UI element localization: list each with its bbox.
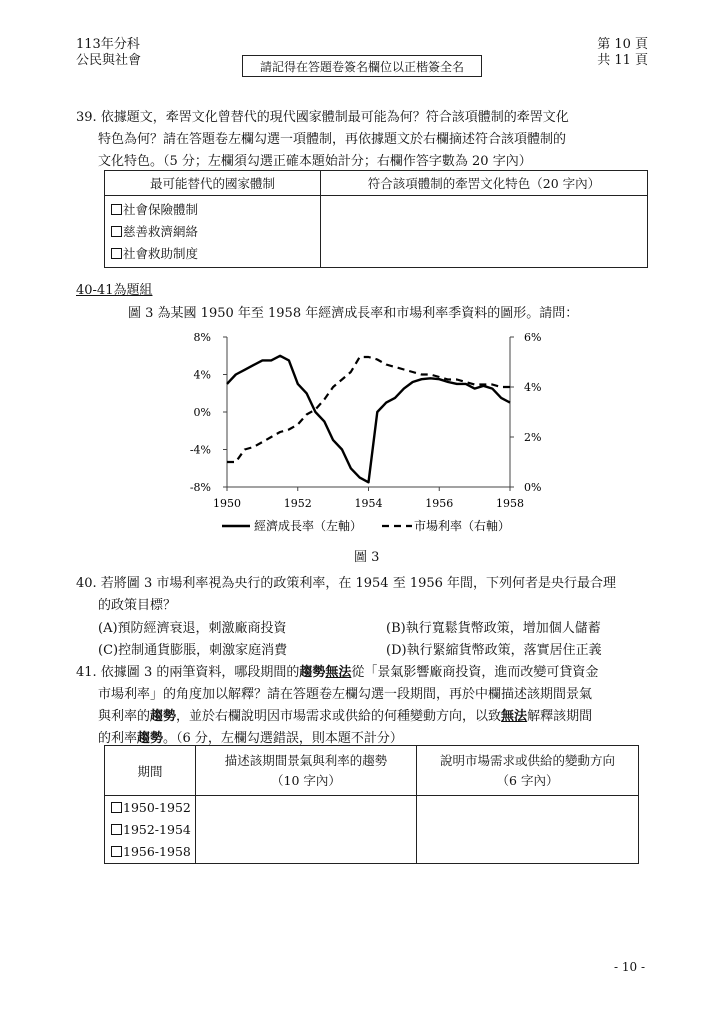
q39-option-3[interactable]: 社會救助制度 <box>105 243 320 265</box>
right-axis-tick-label: 4% <box>524 381 542 394</box>
q39-line1: 39. 依據題文，牽罟文化曾替代的現代國家體制最可能為何？符合該項體制的牽罟文化 <box>76 110 569 125</box>
q41-direction-answer-area[interactable] <box>417 796 639 864</box>
x-axis-tick-label: 1954 <box>354 497 383 510</box>
left-axis-tick-label: -8% <box>189 481 211 494</box>
x-axis-tick-label: 1958 <box>496 497 524 510</box>
q39-option-2[interactable]: 慈善救濟網絡 <box>105 221 320 243</box>
left-axis-tick-label: 8% <box>193 331 211 344</box>
q41-option-3[interactable]: 1956-1958 <box>105 841 195 863</box>
checkbox-icon <box>111 802 122 813</box>
legend-label-interest-rate: 市場利率（右軸） <box>414 519 511 533</box>
q41-col1-header: 期間 <box>105 746 196 796</box>
q39-col2-header: 符合該項體制的牽罟文化特色（20 字內） <box>321 171 648 196</box>
q41-line2: 市場利率」的角度加以解釋？請在答題卷左欄勾選一段期間，再於中欄描述該期間景氣 <box>98 687 593 702</box>
x-axis-tick-label: 1952 <box>283 497 312 510</box>
q40-option-b[interactable]: (B)執行寬鬆貨幣政策，增加個人儲蓄 <box>386 621 601 636</box>
page-current: 第 10 頁 <box>597 37 648 52</box>
q41-line4: 的利率趨勢。（6 分，左欄勾選錯誤，則本題不計分） <box>98 731 403 746</box>
checkbox-icon <box>111 846 122 857</box>
figure-caption: 圖 3 <box>354 550 380 565</box>
left-axis-tick-label: -4% <box>189 443 211 457</box>
q40-line1: 40. 若將圖 3 市場利率視為央行的政策利率，在 1954 至 1956 年間，下列何者是央行最合理 <box>76 576 617 591</box>
q41-answer-table <box>104 745 639 864</box>
subject-name: 公民與社會 <box>76 53 142 68</box>
q41-line1: 41. 依據圖 3 的兩筆資料，哪段期間的趨勢無法從「景氣影響廠商投資，進而改變可貸資金 <box>76 665 599 680</box>
left-axis-tick-label: 4% <box>193 368 211 382</box>
q39-line2: 特色為何？請在答題卷左欄勾選一項體制，再依據題文於右欄摘述符合該項體制的 <box>98 132 567 147</box>
q41-option-1[interactable]: 1950-1952 <box>105 797 195 819</box>
q40-option-a[interactable]: (A)預防經濟衰退，刺激廠商投資 <box>98 621 287 636</box>
signature-banner: 請記得在答題卷簽名欄位以正楷簽全名 <box>242 55 482 77</box>
q40-line2: 的政策目標？ <box>98 598 177 613</box>
q39-line3: 文化特色。（5 分；左欄須勾選正確本題始計分；右欄作答字數為 20 字內） <box>98 154 532 169</box>
question-group-label: 40-41為題組 <box>76 283 153 298</box>
q39-option-1[interactable]: 社會保險體制 <box>105 199 320 221</box>
q41-col2-header: 描述該期間景氣與利率的趨勢 （10 字內） <box>196 746 417 796</box>
q41-option-2[interactable]: 1952-1954 <box>105 819 195 841</box>
page-total: 共 11 頁 <box>597 53 648 68</box>
q41-trend-answer-area[interactable] <box>196 796 417 864</box>
x-axis-tick-label: 1956 <box>425 497 454 510</box>
chart-intro: 圖 3 為某國 1950 年至 1958 年經濟成長率和市場利率季資料的圖形。請問： <box>128 306 579 321</box>
right-axis-tick-label: 2% <box>524 431 542 444</box>
q41-line3: 與利率的趨勢，並於右欄說明因市場需求或供給的何種變動方向，以致無法解釋該期間 <box>98 709 593 724</box>
left-axis-tick-label: 0% <box>193 406 211 419</box>
q40-option-c[interactable]: (C)控制通貨膨脹，刺激家庭消費 <box>98 643 288 658</box>
page-footer: - 10 - <box>614 960 646 974</box>
q39-col1-header: 最可能替代的國家體制 <box>105 171 321 196</box>
series-line-growth-rate <box>227 356 510 483</box>
right-axis-tick-label: 0% <box>524 481 542 494</box>
right-axis-tick-label: 6% <box>524 331 542 344</box>
exam-year: 113年分科 <box>76 37 140 52</box>
x-axis-tick-label: 1950 <box>213 497 241 510</box>
checkbox-icon <box>111 824 122 835</box>
legend-label-growth-rate: 經濟成長率（左軸） <box>254 519 363 533</box>
q40-option-d[interactable]: (D)執行緊縮貨幣政策，落實居住正義 <box>386 643 602 658</box>
q41-options-cell <box>105 796 196 864</box>
q41-col3-header: 說明市場需求或供給的變動方向 （6 字內） <box>417 746 639 796</box>
series-line-interest-rate <box>227 357 510 462</box>
